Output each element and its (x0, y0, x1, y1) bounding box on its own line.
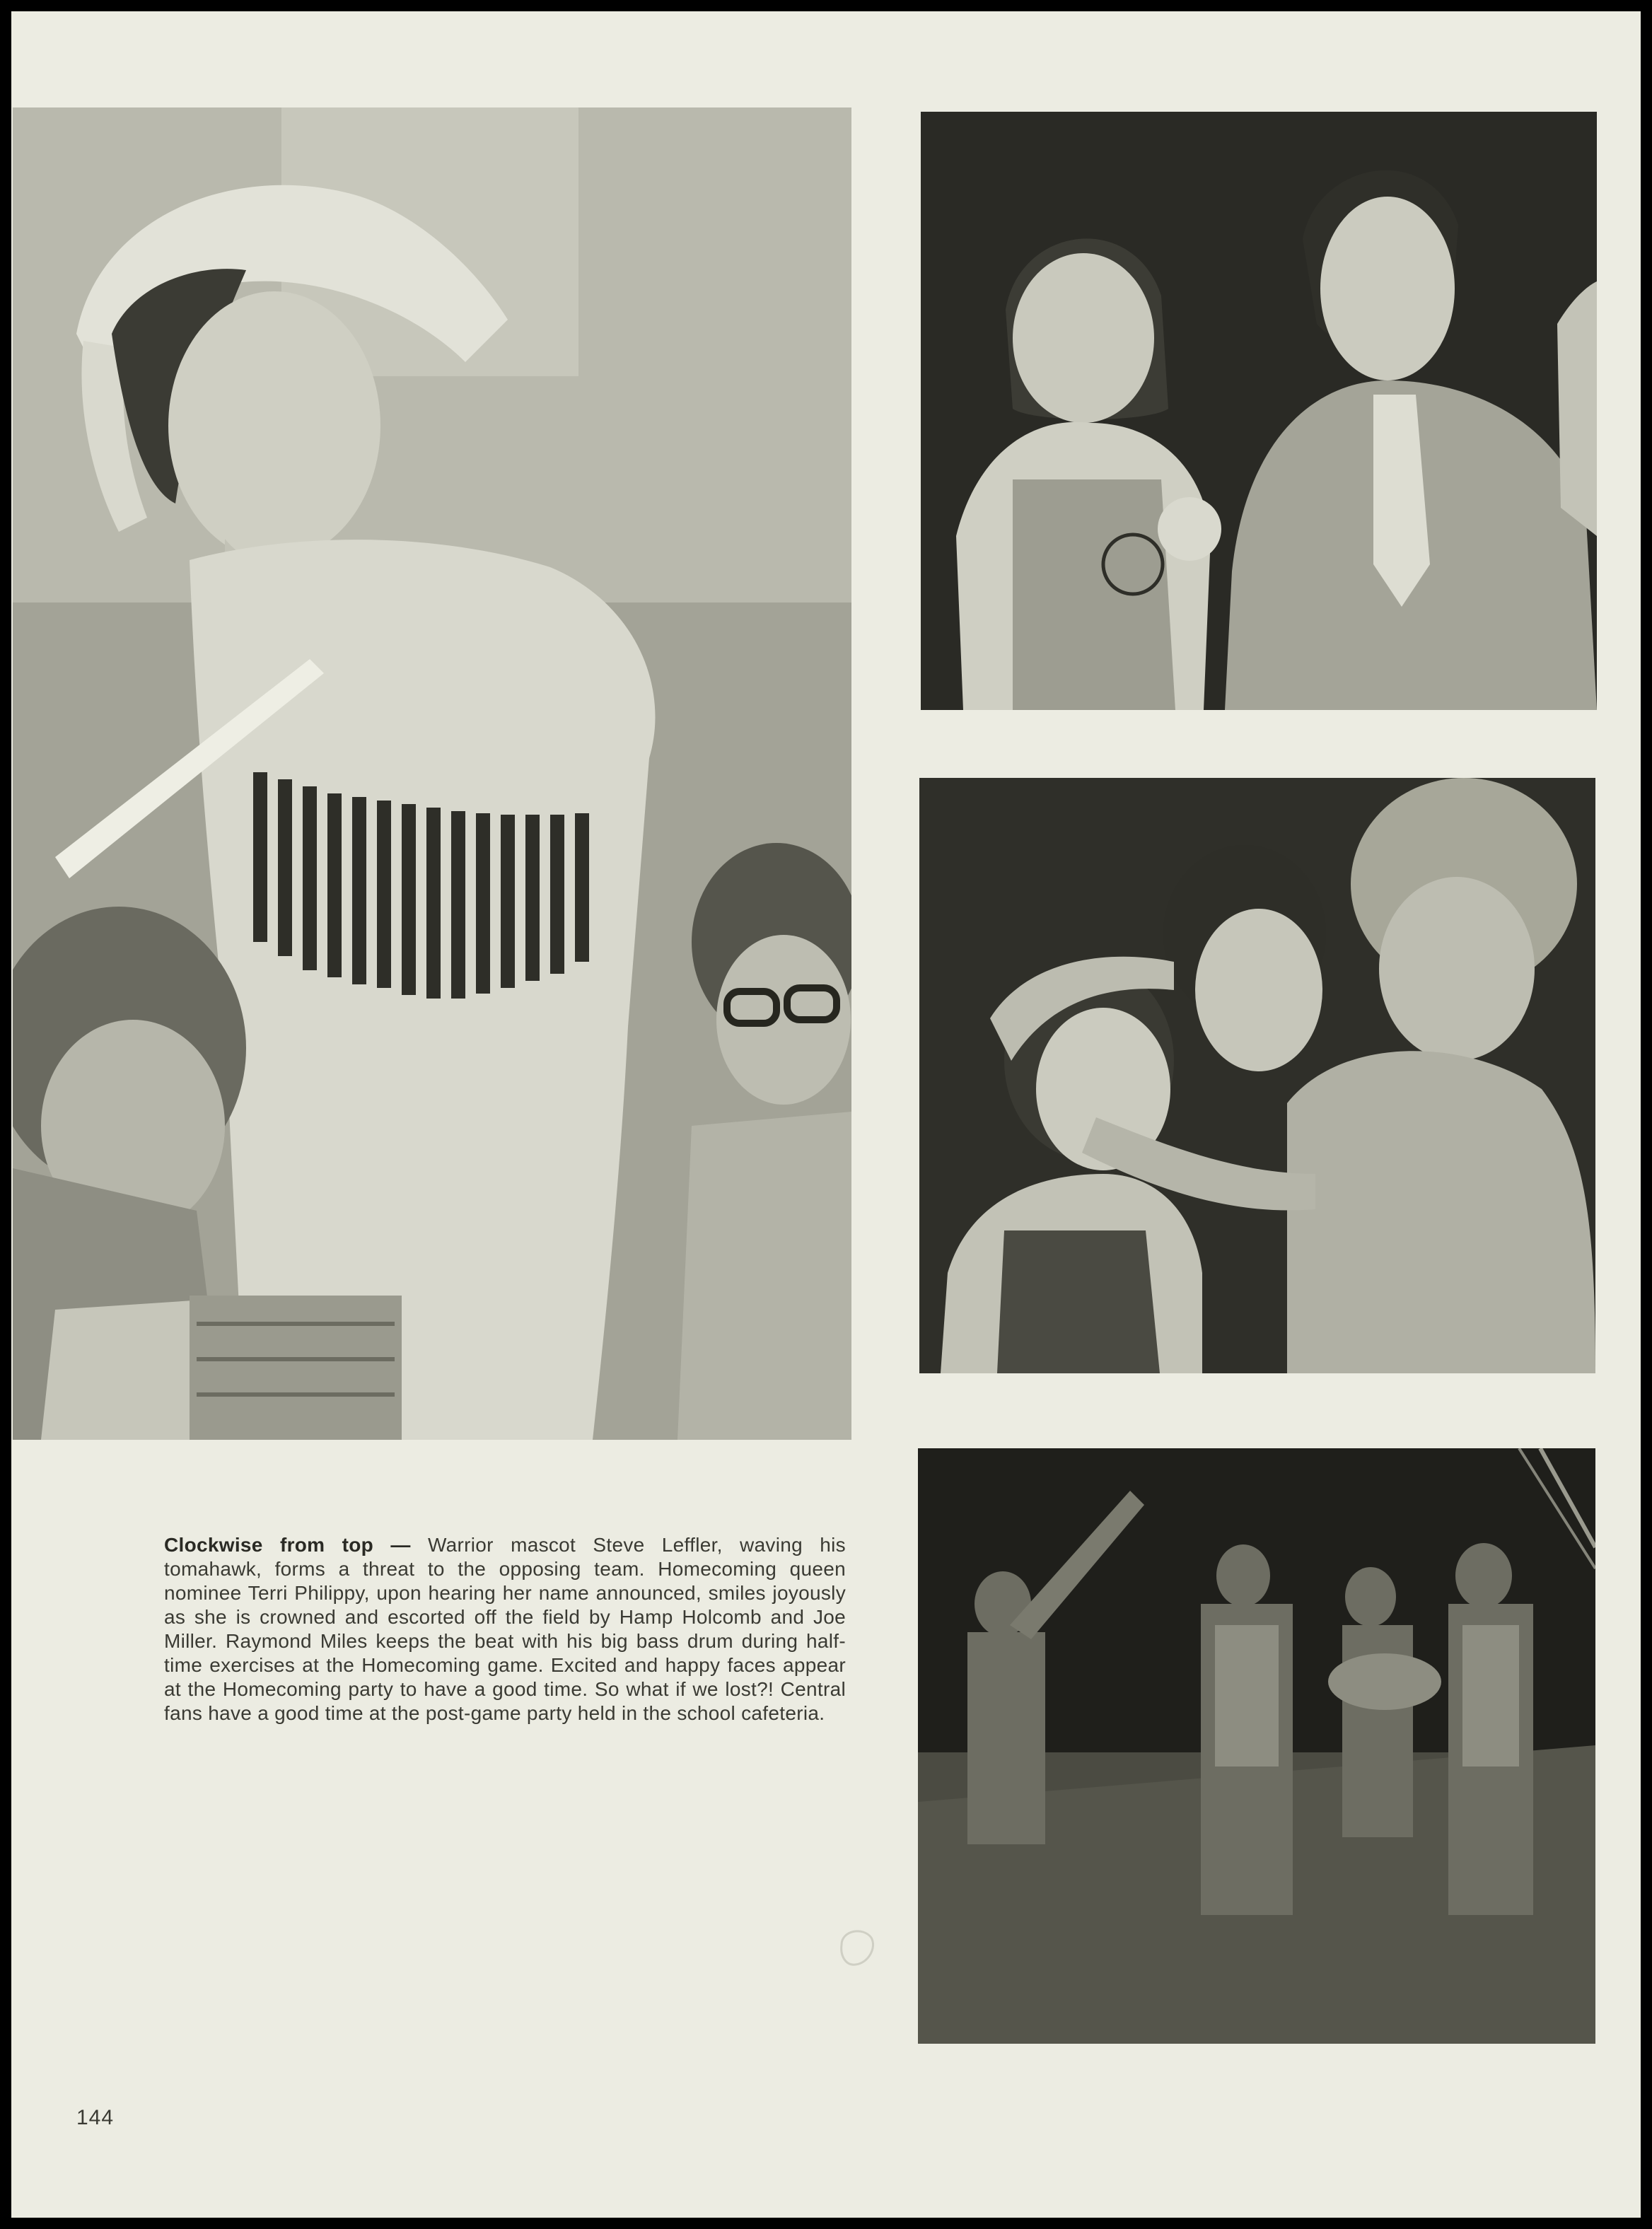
nominee-escort-photo (921, 112, 1597, 710)
ink-smudge-icon (834, 1924, 877, 1969)
page-number: 144 (76, 2106, 115, 2129)
caption-body: Warrior mascot Steve Leffler, waving his tomahawk, forms a threat to the opposing team. Homecoming queen nominee Terri Philippy, upon hearing her name announced, smiles joyously as she is crowned and escorted off the field by Hamp Holcomb and Joe Miller. Raymond Miles keeps the beat with his big bass drum during half-time exercises at the Homecoming game. Excited and happy faces appear at the Homecoming party to have a good time. So what if we lost?! Central fans have a good time at the post-game party held in the school cafeteria. (164, 1534, 846, 1724)
mascot-photo (13, 107, 851, 1440)
yearbook-page (11, 11, 1641, 2218)
homecoming-field-photo (918, 1448, 1595, 2044)
caption-lead: Clockwise from top — (164, 1534, 411, 1556)
crowning-photo (919, 778, 1595, 1373)
photo-caption (164, 1533, 846, 1725)
